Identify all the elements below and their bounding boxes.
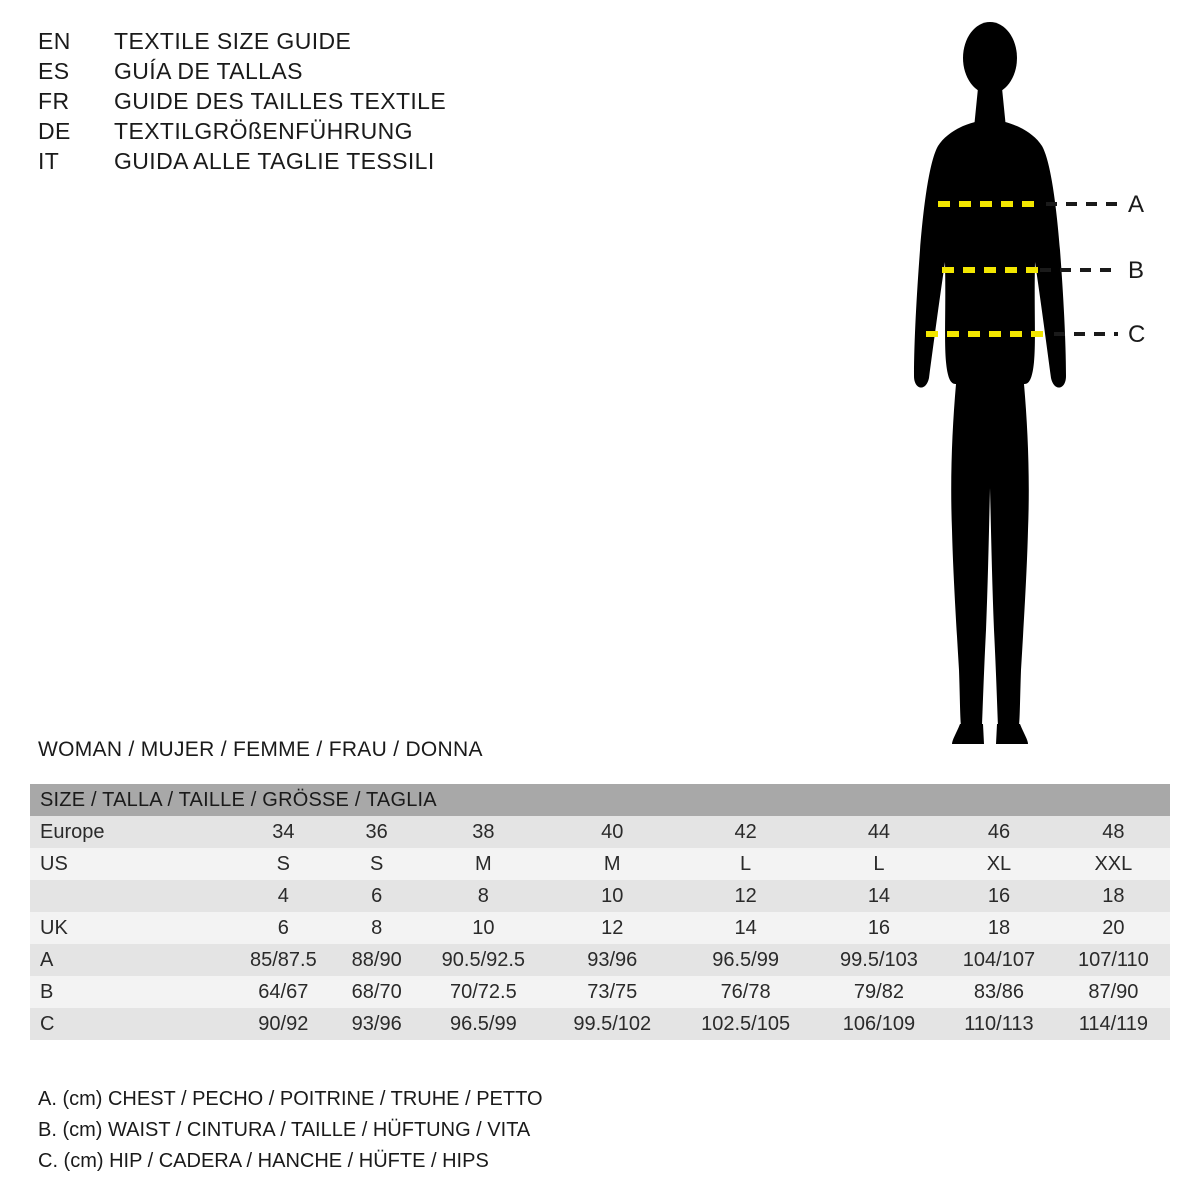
table-cell: 99.5/103 <box>817 944 941 976</box>
table-cell: 68/70 <box>337 976 417 1008</box>
table-cell: 10 <box>550 880 674 912</box>
language-code: DE <box>38 118 71 144</box>
measurement-legend <box>38 1084 543 1177</box>
table-cell: 14 <box>674 912 816 944</box>
table-cell: 85/87.5 <box>230 944 337 976</box>
language-title: GUIDA ALLE TAGLIE TESSILI <box>114 148 435 174</box>
table-cell: 73/75 <box>550 976 674 1008</box>
table-cell: XL <box>941 848 1057 880</box>
table-cell: 40 <box>550 816 674 848</box>
table-cell: 104/107 <box>941 944 1057 976</box>
language-code: IT <box>38 148 60 174</box>
table-cell: 83/86 <box>941 976 1057 1008</box>
row-label: UK <box>30 912 230 944</box>
table-cell: 44 <box>817 816 941 848</box>
table-header-row <box>30 784 1170 816</box>
table-row <box>30 816 1170 848</box>
language-row <box>38 118 558 148</box>
language-title: TEXTILGRÖßENFÜHRUNG <box>114 118 413 144</box>
table-cell: 79/82 <box>817 976 941 1008</box>
language-row <box>38 88 558 118</box>
table-cell: 8 <box>337 912 417 944</box>
language-row <box>38 28 558 58</box>
table-cell: 64/67 <box>230 976 337 1008</box>
language-title: GUIDE DES TAILLES TEXTILE <box>114 88 447 114</box>
table-cell: XXL <box>1057 848 1170 880</box>
table-cell: 12 <box>550 912 674 944</box>
table-cell: 4 <box>230 880 337 912</box>
table-cell: 34 <box>230 816 337 848</box>
table-cell: 20 <box>1057 912 1170 944</box>
legend-item-hip: C. (cm) HIP / CADERA / HANCHE / HÜFTE / HIPS <box>38 1150 489 1172</box>
table-cell: 16 <box>817 912 941 944</box>
row-label: C <box>30 1008 230 1040</box>
table-cell: 107/110 <box>1057 944 1170 976</box>
table-cell: 102.5/105 <box>674 1008 816 1040</box>
size-table <box>30 784 1170 1040</box>
table-cell: 106/109 <box>817 1008 941 1040</box>
table-row <box>30 976 1170 1008</box>
table-cell: 18 <box>1057 880 1170 912</box>
table-cell: M <box>550 848 674 880</box>
table-cell: 87/90 <box>1057 976 1170 1008</box>
table-cell: 6 <box>230 912 337 944</box>
table-cell: 8 <box>417 880 550 912</box>
table-cell: 42 <box>674 816 816 848</box>
language-title-list <box>38 28 558 178</box>
row-label: A <box>30 944 230 976</box>
table-cell: 36 <box>337 816 417 848</box>
table-cell: 88/90 <box>337 944 417 976</box>
table-cell: 90/92 <box>230 1008 337 1040</box>
table-cell: 6 <box>337 880 417 912</box>
language-title: TEXTILE SIZE GUIDE <box>114 28 352 54</box>
marker-label-c: C <box>1128 321 1146 348</box>
table-cell: 93/96 <box>550 944 674 976</box>
table-cell: S <box>230 848 337 880</box>
language-row <box>38 58 558 88</box>
table-cell: M <box>417 848 550 880</box>
row-label: US <box>30 848 230 880</box>
table-cell: S <box>337 848 417 880</box>
body-measurement-figure <box>860 10 1190 750</box>
language-code: EN <box>38 28 71 54</box>
table-cell: 96.5/99 <box>417 1008 550 1040</box>
language-code: ES <box>38 58 70 84</box>
legend-item-chest: A. (cm) CHEST / PECHO / POITRINE / TRUHE / PETTO <box>38 1088 543 1110</box>
table-cell: 114/119 <box>1057 1008 1170 1040</box>
table-cell: 10 <box>417 912 550 944</box>
table-cell: 38 <box>417 816 550 848</box>
table-cell: 110/113 <box>941 1008 1057 1040</box>
table-cell: 70/72.5 <box>417 976 550 1008</box>
table-row <box>30 912 1170 944</box>
language-row <box>38 148 558 178</box>
table-row <box>30 880 1170 912</box>
language-title: GUÍA DE TALLAS <box>114 58 303 84</box>
table-cell: L <box>674 848 816 880</box>
table-header-label: SIZE / TALLA / TAILLE / GRÖSSE / TAGLIA <box>30 784 1170 816</box>
table-cell: 76/78 <box>674 976 816 1008</box>
legend-item-waist: B. (cm) WAIST / CINTURA / TAILLE / HÜFTUNG / VITA <box>38 1119 531 1141</box>
table-cell: 18 <box>941 912 1057 944</box>
table-cell: 99.5/102 <box>550 1008 674 1040</box>
table-caption: WOMAN / MUJER / FEMME / FRAU / DONNA <box>38 738 483 761</box>
table-row <box>30 1008 1170 1040</box>
language-code: FR <box>38 88 70 114</box>
row-label <box>30 880 230 912</box>
table-cell: L <box>817 848 941 880</box>
row-label: Europe <box>30 816 230 848</box>
table-cell: 16 <box>941 880 1057 912</box>
female-silhouette-icon <box>860 10 1190 750</box>
table-cell: 48 <box>1057 816 1170 848</box>
table-row <box>30 944 1170 976</box>
table-cell: 46 <box>941 816 1057 848</box>
table-cell: 12 <box>674 880 816 912</box>
table-cell: 96.5/99 <box>674 944 816 976</box>
row-label: B <box>30 976 230 1008</box>
table-cell: 14 <box>817 880 941 912</box>
table-cell: 93/96 <box>337 1008 417 1040</box>
marker-label-b: B <box>1128 257 1145 284</box>
table-cell: 90.5/92.5 <box>417 944 550 976</box>
marker-label-a: A <box>1128 191 1145 218</box>
table-row <box>30 848 1170 880</box>
